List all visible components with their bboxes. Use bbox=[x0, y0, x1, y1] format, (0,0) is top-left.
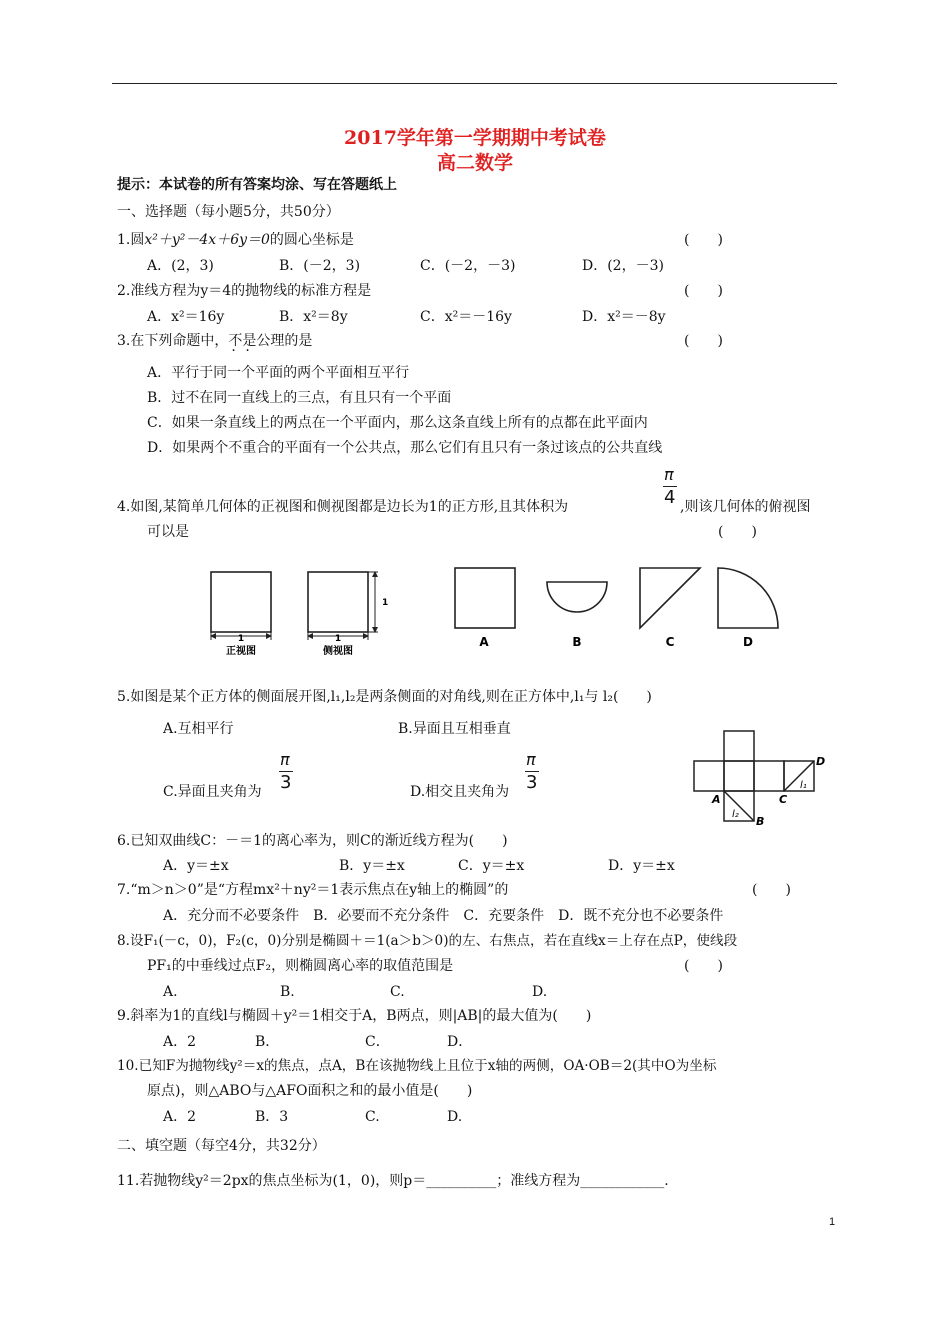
question-1-post: 的圆心坐标是 bbox=[269, 232, 354, 248]
question-3 bbox=[117, 332, 312, 350]
question-6-option-c: C．y＝±x bbox=[458, 858, 525, 874]
question-9-option-c: C． bbox=[365, 1034, 390, 1050]
question-6-option-d: D．y＝±x bbox=[608, 858, 675, 874]
question-2-option-b: B．x²＝8y bbox=[279, 309, 348, 325]
option-a-square bbox=[455, 568, 515, 628]
net-label-l2: l₂ bbox=[732, 809, 739, 820]
question-4-line-1-end: ,则该几何体的俯视图 bbox=[680, 499, 811, 515]
question-1-option-d: D．(2，－3) bbox=[582, 258, 664, 274]
question-3-emphasis-1: 不 bbox=[228, 333, 243, 349]
question-3-post: 公理的是 bbox=[256, 333, 313, 349]
question-9-option-d: D． bbox=[447, 1034, 473, 1050]
question-3-pre: 3.在下列命题中， bbox=[117, 333, 229, 349]
question-5-option-d: D.相交且夹角为 bbox=[410, 784, 510, 800]
front-view-label: 正视图 bbox=[226, 646, 256, 657]
question-4-line-2: 可以是 bbox=[147, 524, 189, 540]
question-7-paren: ( ) bbox=[752, 882, 791, 898]
question-6-option-a: A．y＝±x bbox=[163, 858, 229, 874]
exam-note: 提示：本试卷的所有答案均涂、写在答题纸上 bbox=[117, 177, 397, 193]
header-rule bbox=[112, 83, 837, 84]
option-c-label: C bbox=[665, 635, 675, 649]
question-5-option-d-numerator: π bbox=[526, 750, 536, 769]
exam-title: 2017学年第一学期期中考试卷 bbox=[344, 127, 606, 149]
question-4-fraction-numerator: π bbox=[664, 465, 674, 484]
question-6: 6.已知双曲线C：－＝1的离心率为，则C的渐近线方程为( ) bbox=[117, 833, 508, 849]
question-5-cube-net bbox=[690, 725, 840, 830]
option-c-triangle bbox=[640, 568, 700, 628]
question-8-paren: ( ) bbox=[684, 958, 723, 974]
question-10-option-c: C. bbox=[365, 1109, 380, 1125]
side-view-square bbox=[308, 572, 368, 632]
question-3-option-b: B．过不在同一直线上的三点，有且只有一个平面 bbox=[147, 390, 452, 406]
question-5: 5.如图是某个正方体的侧面展开图,l₁,l₂是两条侧面的对角线,则在正方体中,l₁与 l₂( ) bbox=[117, 689, 652, 705]
net-label-b: B bbox=[756, 815, 765, 828]
question-4-line-1: 4.如图,某简单几何体的正视图和侧视图都是边长为1的正方形,且其体积为 bbox=[117, 499, 569, 515]
question-2: 2.准线方程为y＝4的抛物线的标准方程是 bbox=[117, 283, 372, 299]
question-7: 7.“m＞n＞0”是“方程mx²＋ny²＝1表示焦点在y轴上的椭圆”的 bbox=[117, 882, 509, 898]
question-10-option-d: D. bbox=[447, 1109, 463, 1125]
net-label-a: A bbox=[712, 793, 721, 806]
page-number: 1 bbox=[829, 1216, 836, 1228]
question-10-line-1: 10.已知F为抛物线y²＝x的焦点，点A，B在该抛物线上且位于x轴的两侧，OA·OB＝2(其中O为坐标 bbox=[117, 1058, 717, 1074]
question-3-option-a: A．平行于同一个平面的两个平面相互平行 bbox=[147, 365, 410, 381]
question-1-paren: ( ) bbox=[684, 232, 723, 248]
option-d-quarter-circle bbox=[718, 568, 778, 628]
question-1-option-c: C．(－2，－3) bbox=[420, 258, 516, 274]
question-6-option-b: B．y＝±x bbox=[339, 858, 405, 874]
question-10-option-a: A．2 bbox=[163, 1109, 197, 1125]
question-2-option-a: A．x²＝16y bbox=[147, 309, 225, 325]
question-7-options: A．充分而不必要条件 B．必要而不充分条件 C．充要条件 D．既不充分也不必要条件 bbox=[163, 908, 724, 924]
exam-subtitle: 高二数学 bbox=[436, 152, 513, 174]
option-a-label: A bbox=[479, 635, 489, 649]
question-5-option-a: A.互相平行 bbox=[163, 721, 234, 737]
question-1-equation: x²＋y²－4x＋6y＝0 bbox=[144, 232, 270, 248]
question-9-option-a: A．2 bbox=[163, 1034, 197, 1050]
front-view-dimension: 1 bbox=[237, 634, 245, 644]
question-10-option-b: B．3 bbox=[255, 1109, 289, 1125]
question-9-option-b: B． bbox=[255, 1034, 280, 1050]
question-5-option-b: B.异面且互相垂直 bbox=[398, 721, 511, 737]
question-10-line-2: 原点)，则△ABO与△AFO面积之和的最小值是( ) bbox=[147, 1083, 473, 1099]
question-2-option-c: C．x²＝－16y bbox=[420, 309, 512, 325]
option-b-label: B bbox=[572, 635, 582, 649]
question-5-option-c: C.异面且夹角为 bbox=[163, 784, 262, 800]
question-5-option-d-denominator: 3 bbox=[526, 772, 538, 793]
net-label-l1: l₁ bbox=[800, 780, 807, 791]
net-label-c: C bbox=[779, 793, 788, 806]
question-8-line-1: 8.设F₁(－c，0)，F₂(c，0)分别是椭圆＋＝1(a＞b＞0)的左、右焦点，若在直线x＝上存在点P，使线段 bbox=[117, 933, 738, 949]
question-2-option-d: D．x²＝－8y bbox=[582, 309, 666, 325]
section-choice-heading: 一、选择题（每小题5分，共50分） bbox=[117, 204, 340, 220]
question-4-paren: ( ) bbox=[718, 524, 757, 540]
question-3-emphasis-2: 是 bbox=[242, 333, 257, 349]
side-view-dimension-bottom: 1 bbox=[334, 634, 342, 644]
question-3-option-c: C．如果一条直线上的两点在一个平面内，那么这条直线上所有的点都在此平面内 bbox=[147, 415, 648, 431]
question-1-option-b: B．(－2，3) bbox=[279, 258, 361, 274]
question-4-fraction-denominator: 4 bbox=[664, 487, 676, 508]
question-5-option-c-denominator: 3 bbox=[280, 772, 292, 793]
question-3-paren: ( ) bbox=[684, 333, 723, 349]
net-label-d: D bbox=[816, 755, 826, 768]
question-1-pre: 1.圆 bbox=[117, 232, 145, 248]
question-2-paren: ( ) bbox=[684, 283, 723, 299]
front-view-square bbox=[211, 572, 271, 632]
question-3-option-d: D．如果两个不重合的平面有一个公共点，那么它们有且只有一条过该点的公共直线 bbox=[147, 440, 663, 456]
option-b-semicircle bbox=[547, 582, 607, 612]
question-8-option-b: B. bbox=[280, 984, 295, 1000]
side-view-label: 侧视图 bbox=[323, 646, 353, 657]
question-8-option-c: C. bbox=[390, 984, 405, 1000]
question-8-option-a: A. bbox=[163, 984, 178, 1000]
question-8-line-2: PF₁的中垂线过点F₂，则椭圆离心率的取值范围是 bbox=[147, 958, 454, 974]
question-1-option-a: A．(2，3) bbox=[147, 258, 214, 274]
question-4-figure bbox=[200, 560, 800, 660]
question-5-option-c-numerator: π bbox=[280, 750, 290, 769]
side-view-dimension-right: 1 bbox=[382, 598, 389, 608]
option-d-label: D bbox=[743, 635, 753, 649]
section-fill-heading: 二、填空题（每空4分，共32分） bbox=[117, 1138, 326, 1154]
question-11: 11.若抛物线y²＝2px的焦点坐标为(1，0)，则p＝__________；准线方程为____________. bbox=[117, 1173, 669, 1189]
question-1 bbox=[117, 231, 354, 249]
question-8-option-d: D. bbox=[532, 984, 548, 1000]
question-9: 9.斜率为1的直线l与椭圆＋y²＝1相交于A，B两点，则|AB|的最大值为( ) bbox=[117, 1008, 592, 1024]
